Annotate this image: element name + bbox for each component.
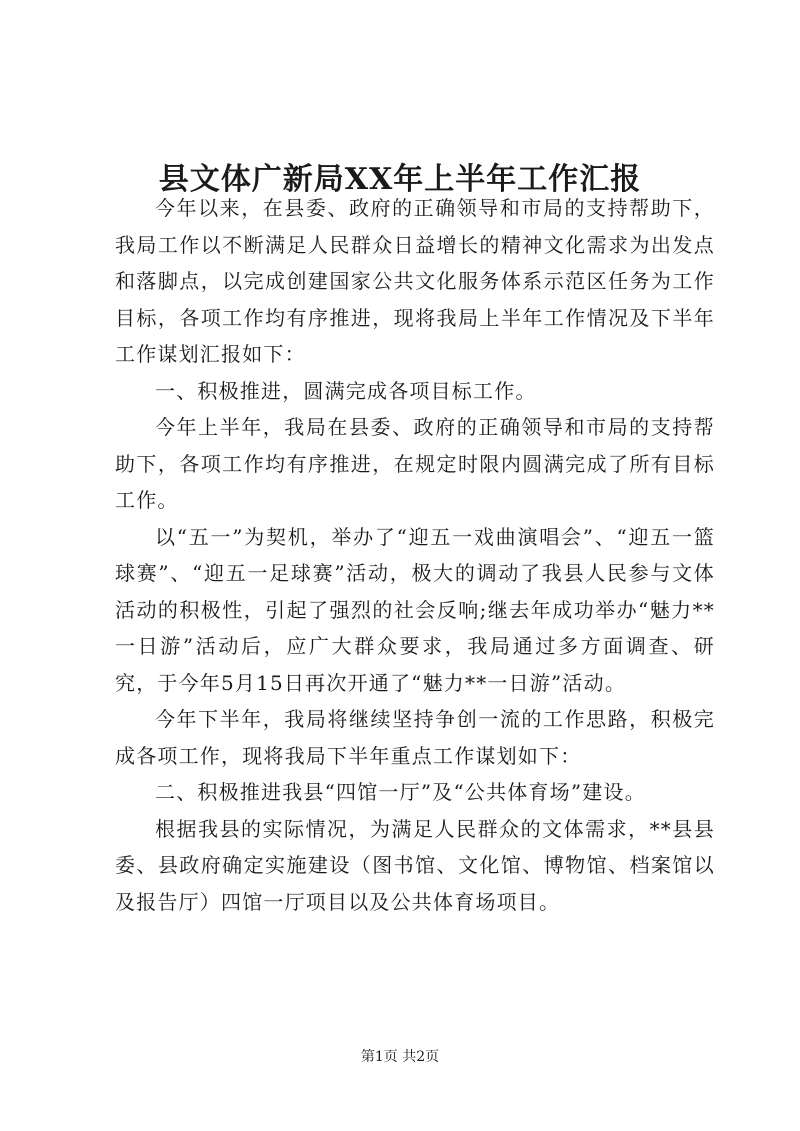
paragraph-construction: 根据我县的实际情况，为满足人民群众的文体需求，**县县委、县政府确定实施建设（图书馆、文化馆、博物馆、档案馆以及报告厅）四馆一厅项目以及公共体育场项目。 bbox=[115, 816, 715, 914]
paragraph-intro: 今年以来，在县委、政府的正确领导和市局的支持帮助下，我局工作以不断满足人民群众日益增长的精神文化需求为出发点和落脚点，以完成创建国家公共文化服务体系示范区任务为工作目标，各项工作均有序推进，现将我局上半年工作情况及下半年工作谋划汇报如下： bbox=[115, 196, 715, 366]
document-title: 县文体广新局XX年上半年工作汇报 bbox=[158, 162, 642, 198]
section-heading-1: 一、积极推进，圆满完成各项目标工作。 bbox=[155, 378, 537, 403]
paragraph-may-day-events: 以“五一”为契机，举办了“迎五一戏曲演唱会”、“迎五一篮球赛”、“迎五一足球赛”活动，极大的调动了我县人民参与文体活动的积极性，引起了强烈的社会反响;继去年成功举办“魅力**一日游”活动后，应广大群众要求，我局通过多方面调查、研究，于今年5月15日再次开通了“魅力**一日游”活动。 bbox=[115, 524, 715, 695]
document-body bbox=[115, 190, 715, 920]
page-footer: 第1页 共2页 bbox=[360, 1049, 440, 1065]
paragraph-first-half: 今年上半年，我局在县委、政府的正确领导和市局的支持帮助下，各项工作均有序推进，在规定时限内圆满完成了所有目标工作。 bbox=[115, 415, 715, 512]
section-heading-2: 二、积极推进我县“四馆一厅”及“公共体育场”建设。 bbox=[155, 780, 646, 804]
paragraph-second-half: 今年下半年，我局将继续坚持争创一流的工作思路，积极完成各项工作，现将我局下半年重点工作谋划如下： bbox=[115, 707, 715, 768]
